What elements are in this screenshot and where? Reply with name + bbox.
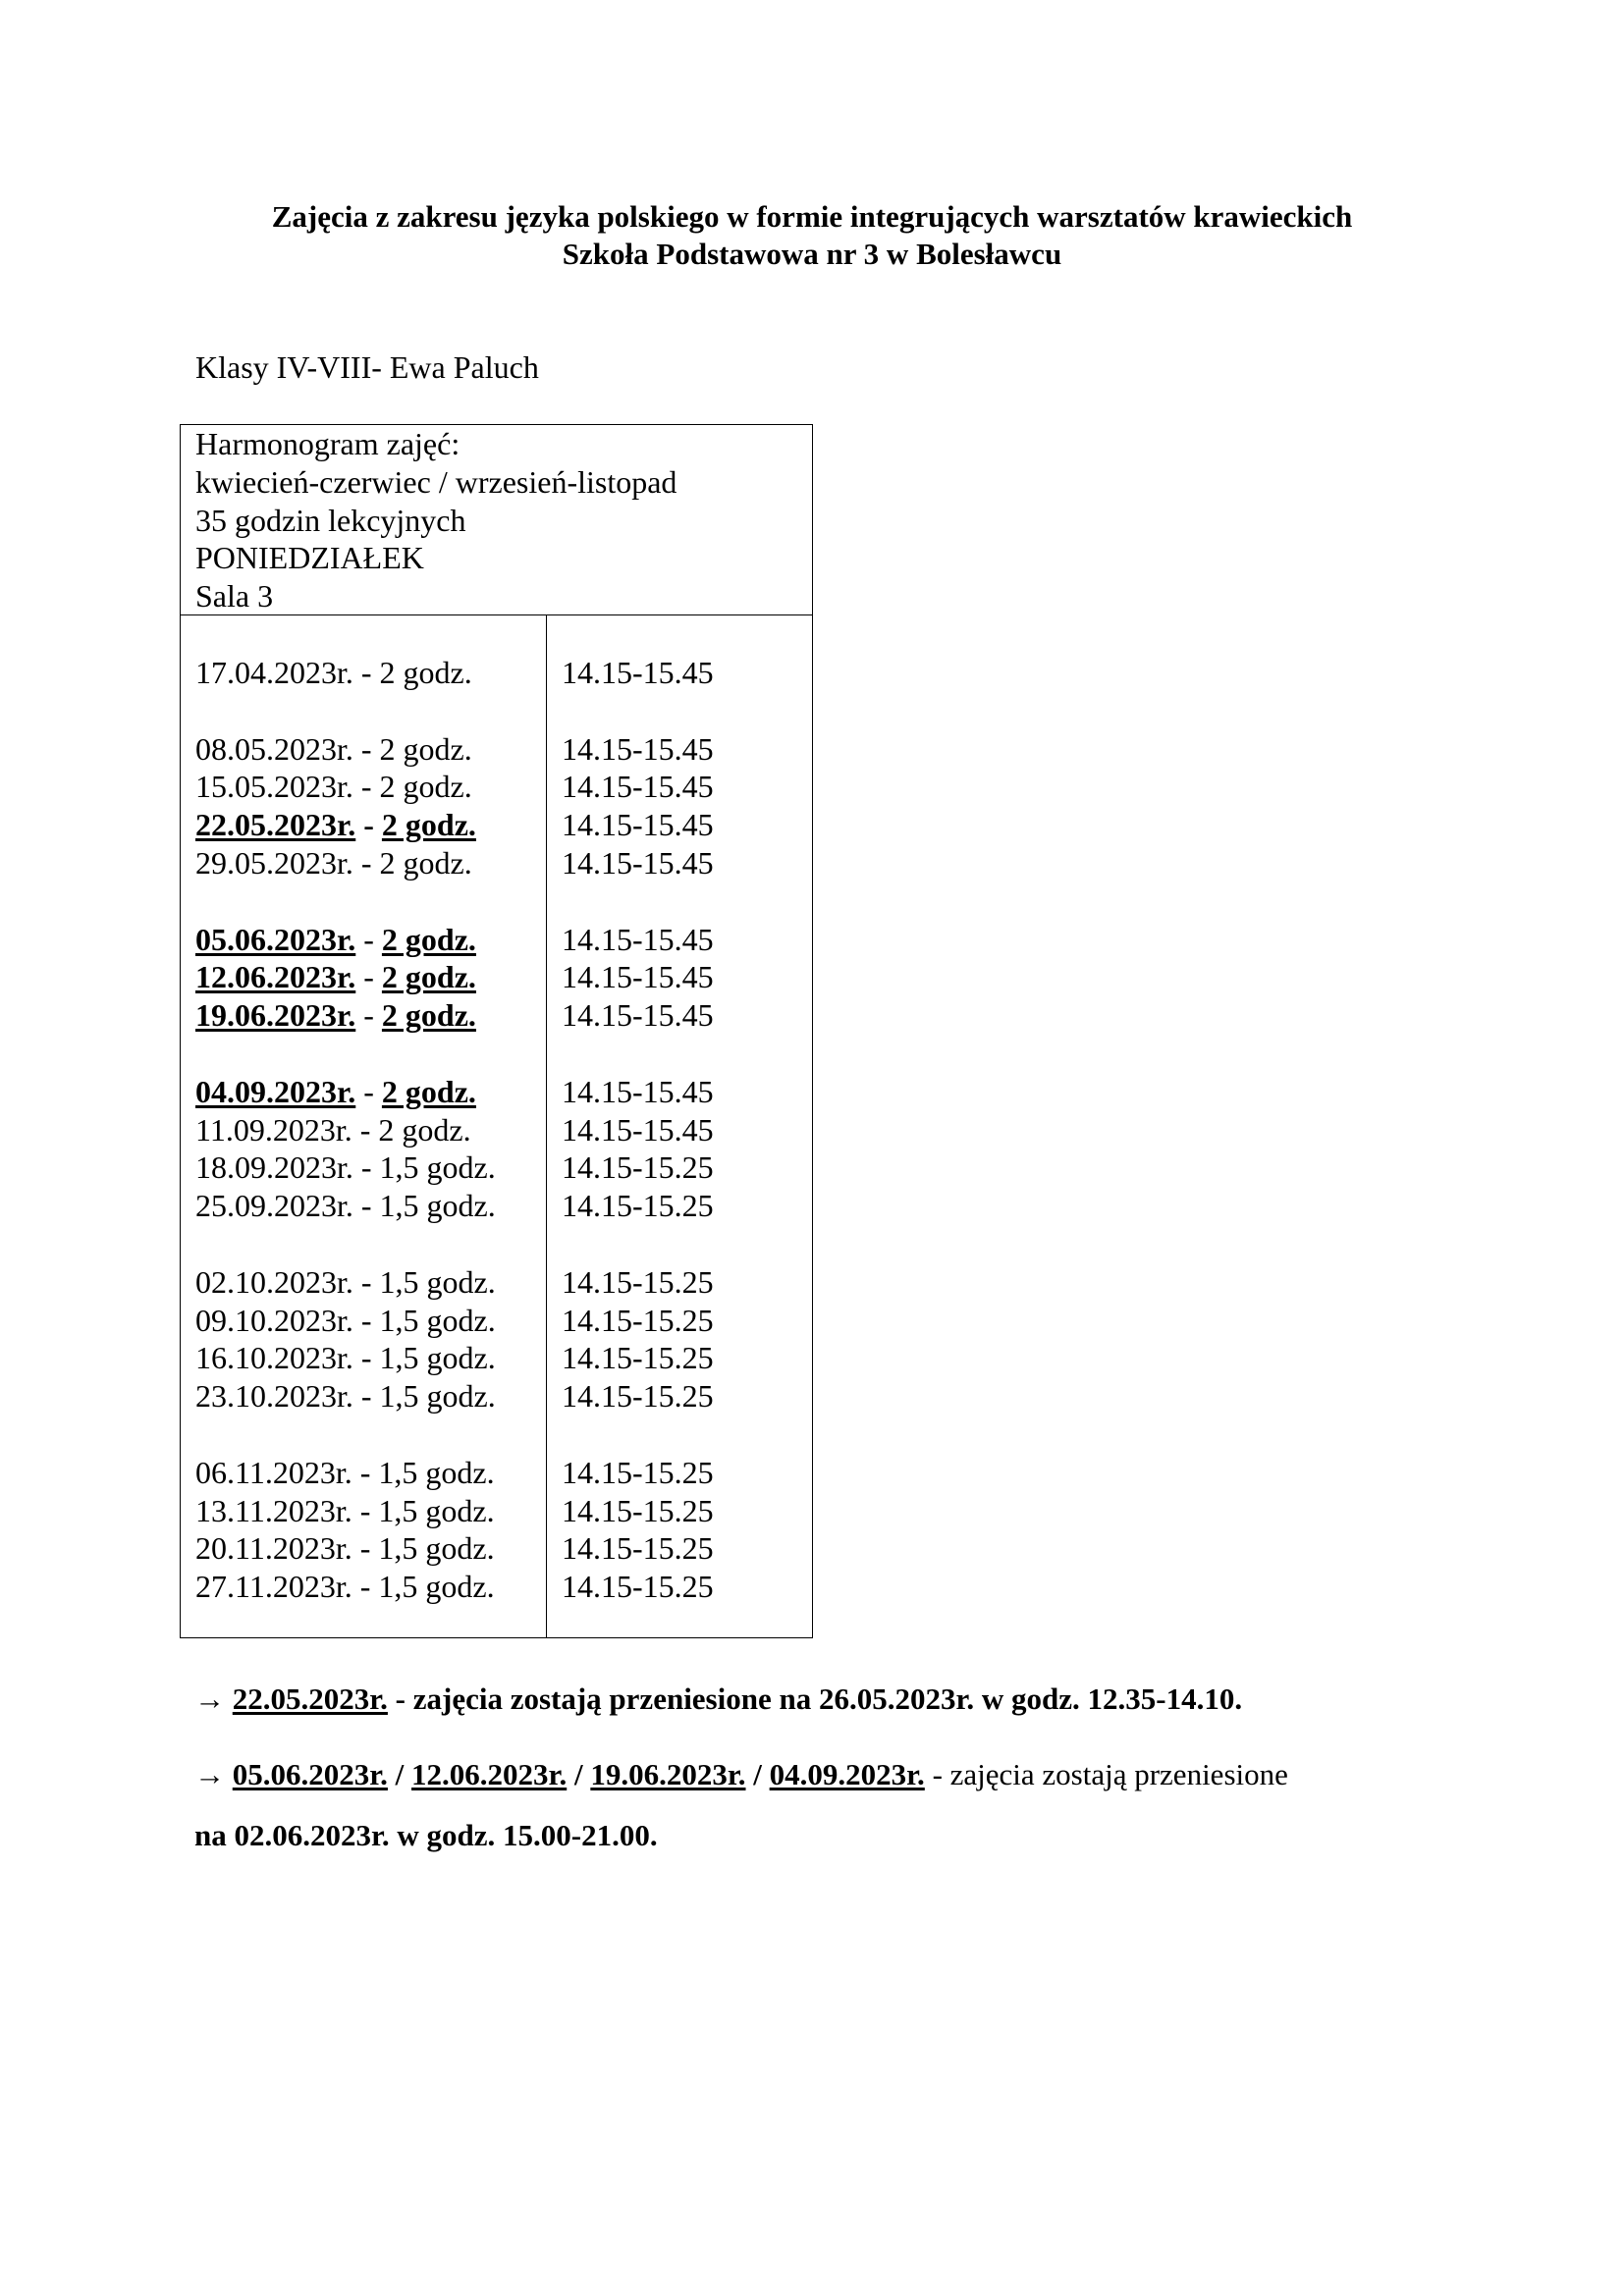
header-line: PONIEDZIAŁEK xyxy=(195,540,424,576)
schedule-row xyxy=(181,730,812,769)
session-date: 05.06.2023r. xyxy=(195,921,356,957)
session-date-cell xyxy=(181,768,546,806)
session-date-cell xyxy=(181,844,546,882)
dash: - xyxy=(352,844,380,881)
session-hours: 2 godz. xyxy=(381,921,476,957)
header-line: kwiecień-czerwiec / wrzesień-listopad xyxy=(195,463,677,500)
session-time: 14.15-15.25 xyxy=(562,1149,714,1186)
session-time: 14.15-15.45 xyxy=(562,807,714,843)
session-date: 25.09.2023r. xyxy=(195,1188,353,1224)
session-date-cell xyxy=(181,1492,546,1530)
header-line: Sala 3 xyxy=(195,578,274,614)
session-date: 08.05.2023r. xyxy=(195,730,353,767)
session-time: 14.15-15.25 xyxy=(562,1492,714,1528)
schedule-table xyxy=(180,424,813,1638)
session-date-cell xyxy=(181,1529,546,1568)
note-reschedule-2 xyxy=(194,1756,1288,1793)
session-hours: 2 godz. xyxy=(381,1073,476,1109)
session-time: 14.15-15.25 xyxy=(562,1302,714,1338)
session-date-cell xyxy=(181,1187,546,1225)
dash: - xyxy=(352,769,380,805)
note-text: - zajęcia zostają przeniesione na 26.05.2023r. w godz. 12.35-14.10. xyxy=(387,1682,1243,1716)
session-date: 11.09.2023r. xyxy=(195,1111,352,1148)
session-hours: 2 godz. xyxy=(379,769,472,805)
header-line: Harmonogram zajęć: xyxy=(195,426,460,461)
session-date: 06.11.2023r. xyxy=(195,1454,352,1490)
session-hours: 1,5 godz. xyxy=(379,1302,496,1338)
session-hours: 2 godz. xyxy=(379,730,472,767)
blank-row xyxy=(181,882,812,921)
session-hours: 1,5 godz. xyxy=(378,1454,495,1490)
note-date: 04.09.2023r. xyxy=(769,1757,925,1791)
schedule-row xyxy=(181,1529,812,1568)
session-date-cell xyxy=(181,1302,546,1340)
session-time: 14.15-15.45 xyxy=(562,921,714,957)
session-date: 18.09.2023r. xyxy=(195,1149,353,1186)
session-hours: 1,5 godz. xyxy=(379,1149,496,1186)
schedule-body xyxy=(181,615,812,1606)
note-date: 22.05.2023r. xyxy=(232,1682,388,1716)
session-time: 14.15-15.45 xyxy=(562,1111,714,1148)
header-line: 35 godzin lekcyjnych xyxy=(195,502,466,538)
session-time: 14.15-15.45 xyxy=(562,655,714,690)
session-time: 14.15-15.45 xyxy=(562,844,714,881)
schedule-row xyxy=(181,1111,812,1149)
dash: - xyxy=(352,1188,380,1224)
session-time: 14.15-15.45 xyxy=(562,1073,714,1109)
session-date-cell xyxy=(181,1568,546,1606)
session-time: 14.15-15.45 xyxy=(562,997,714,1034)
session-date: 29.05.2023r. xyxy=(195,844,353,881)
schedule-row xyxy=(181,844,812,882)
note-reschedule-2-line2: na 02.06.2023r. w godz. 15.00-21.00. xyxy=(194,1818,658,1852)
session-date-cell xyxy=(181,1111,546,1149)
session-date: 22.05.2023r. xyxy=(195,807,356,843)
schedule-row xyxy=(181,654,812,692)
session-date-cell xyxy=(181,1454,546,1492)
session-hours: 2 godz. xyxy=(378,1111,471,1148)
document-title: Zajęcia z zakresu języka polskiego w formie integrujących warsztatów krawieckich xyxy=(271,199,1353,234)
session-date: 27.11.2023r. xyxy=(195,1569,352,1605)
note-date: 12.06.2023r. xyxy=(411,1757,568,1791)
session-date-cell xyxy=(181,1377,546,1415)
session-time: 14.15-15.25 xyxy=(562,1188,714,1224)
session-date: 02.10.2023r. xyxy=(195,1263,353,1300)
session-date: 20.11.2023r. xyxy=(195,1530,352,1567)
session-date-cell xyxy=(181,996,546,1035)
schedule-row xyxy=(181,1454,812,1492)
note-date: 19.06.2023r. xyxy=(590,1757,746,1791)
schedule-row xyxy=(181,768,812,806)
session-hours: 1,5 godz. xyxy=(379,1340,496,1376)
dash: - xyxy=(355,807,382,843)
session-time: 14.15-15.45 xyxy=(562,959,714,995)
session-date: 23.10.2023r. xyxy=(195,1378,353,1415)
blank-row xyxy=(181,692,812,730)
arrow-icon: → xyxy=(194,1757,225,1791)
session-date: 12.06.2023r. xyxy=(195,959,356,995)
classes-teacher-line: Klasy IV-VIII- Ewa Paluch xyxy=(195,349,539,385)
dash: - xyxy=(352,1378,380,1415)
blank-row xyxy=(181,1415,812,1454)
session-date: 09.10.2023r. xyxy=(195,1302,353,1338)
session-hours: 2 godz. xyxy=(381,807,476,843)
session-hours: 1,5 godz. xyxy=(378,1569,495,1605)
session-time: 14.15-15.25 xyxy=(562,1263,714,1300)
dash: - xyxy=(352,1111,379,1148)
session-date: 17.04.2023r. xyxy=(195,655,353,690)
schedule-row xyxy=(181,1263,812,1302)
blank-row xyxy=(181,1225,812,1263)
session-time: 14.15-15.25 xyxy=(562,1454,714,1490)
dash: - xyxy=(352,1492,379,1528)
session-time: 14.15-15.25 xyxy=(562,1378,714,1415)
session-time: 14.15-15.25 xyxy=(562,1530,714,1567)
session-time: 14.15-15.45 xyxy=(562,769,714,805)
schedule-row xyxy=(181,921,812,959)
session-date: 15.05.2023r. xyxy=(195,769,353,805)
session-time: 14.15-15.25 xyxy=(562,1569,714,1605)
dash: - xyxy=(352,1454,379,1490)
schedule-row xyxy=(181,1148,812,1187)
schedule-row xyxy=(181,1339,812,1377)
session-time: 14.15-15.25 xyxy=(562,1340,714,1376)
session-hours: 1,5 godz. xyxy=(379,1263,496,1300)
session-date-cell xyxy=(181,1148,546,1187)
session-date-cell xyxy=(181,1073,546,1111)
schedule-row xyxy=(181,806,812,844)
schedule-header xyxy=(181,425,812,615)
dash: - xyxy=(355,1073,382,1109)
dash: - xyxy=(352,1530,379,1567)
schedule-row xyxy=(181,1302,812,1340)
dash: - xyxy=(352,1340,380,1376)
dash: - xyxy=(352,1149,380,1186)
session-date: 16.10.2023r. xyxy=(195,1340,353,1376)
note-date: 05.06.2023r. xyxy=(232,1757,388,1791)
session-date: 04.09.2023r. xyxy=(195,1073,356,1109)
session-hours: 2 godz. xyxy=(379,655,472,690)
session-date-cell xyxy=(181,806,546,844)
session-hours: 1,5 godz. xyxy=(379,1378,496,1415)
session-date-cell xyxy=(181,958,546,996)
dash: - xyxy=(355,921,382,957)
session-date-cell xyxy=(181,654,546,692)
separator: / xyxy=(745,1757,770,1791)
schedule-row xyxy=(181,1492,812,1530)
dash: - xyxy=(352,730,380,767)
session-hours: 1,5 godz. xyxy=(378,1492,495,1528)
schedule-row xyxy=(181,1568,812,1606)
session-date-cell xyxy=(181,730,546,769)
session-time: 14.15-15.45 xyxy=(562,730,714,767)
session-date-cell xyxy=(181,921,546,959)
separator: / xyxy=(387,1757,412,1791)
session-hours: 2 godz. xyxy=(381,959,476,995)
session-date-cell xyxy=(181,1263,546,1302)
schedule-row xyxy=(181,1073,812,1111)
blank-row xyxy=(181,1035,812,1073)
schedule-row xyxy=(181,1377,812,1415)
schedule-row xyxy=(181,996,812,1035)
dash: - xyxy=(352,1263,380,1300)
note-reschedule-1 xyxy=(194,1681,1242,1718)
session-hours: 2 godz. xyxy=(381,997,476,1034)
school-name: Szkoła Podstawowa nr 3 w Bolesławcu xyxy=(562,237,1062,271)
session-date-cell xyxy=(181,1339,546,1377)
session-date: 13.11.2023r. xyxy=(195,1492,352,1528)
separator: / xyxy=(567,1757,591,1791)
note-text: - zajęcia zostają przeniesione xyxy=(924,1757,1288,1791)
dash: - xyxy=(352,1569,379,1605)
schedule-row xyxy=(181,1187,812,1225)
dash: - xyxy=(355,959,382,995)
session-date: 19.06.2023r. xyxy=(195,997,356,1034)
dash: - xyxy=(355,997,382,1034)
dash: - xyxy=(352,655,380,690)
arrow-icon: → xyxy=(194,1682,225,1716)
session-hours: 1,5 godz. xyxy=(378,1530,495,1567)
session-hours: 1,5 godz. xyxy=(379,1188,496,1224)
schedule-row xyxy=(181,958,812,996)
session-hours: 2 godz. xyxy=(379,844,472,881)
dash: - xyxy=(352,1302,380,1338)
